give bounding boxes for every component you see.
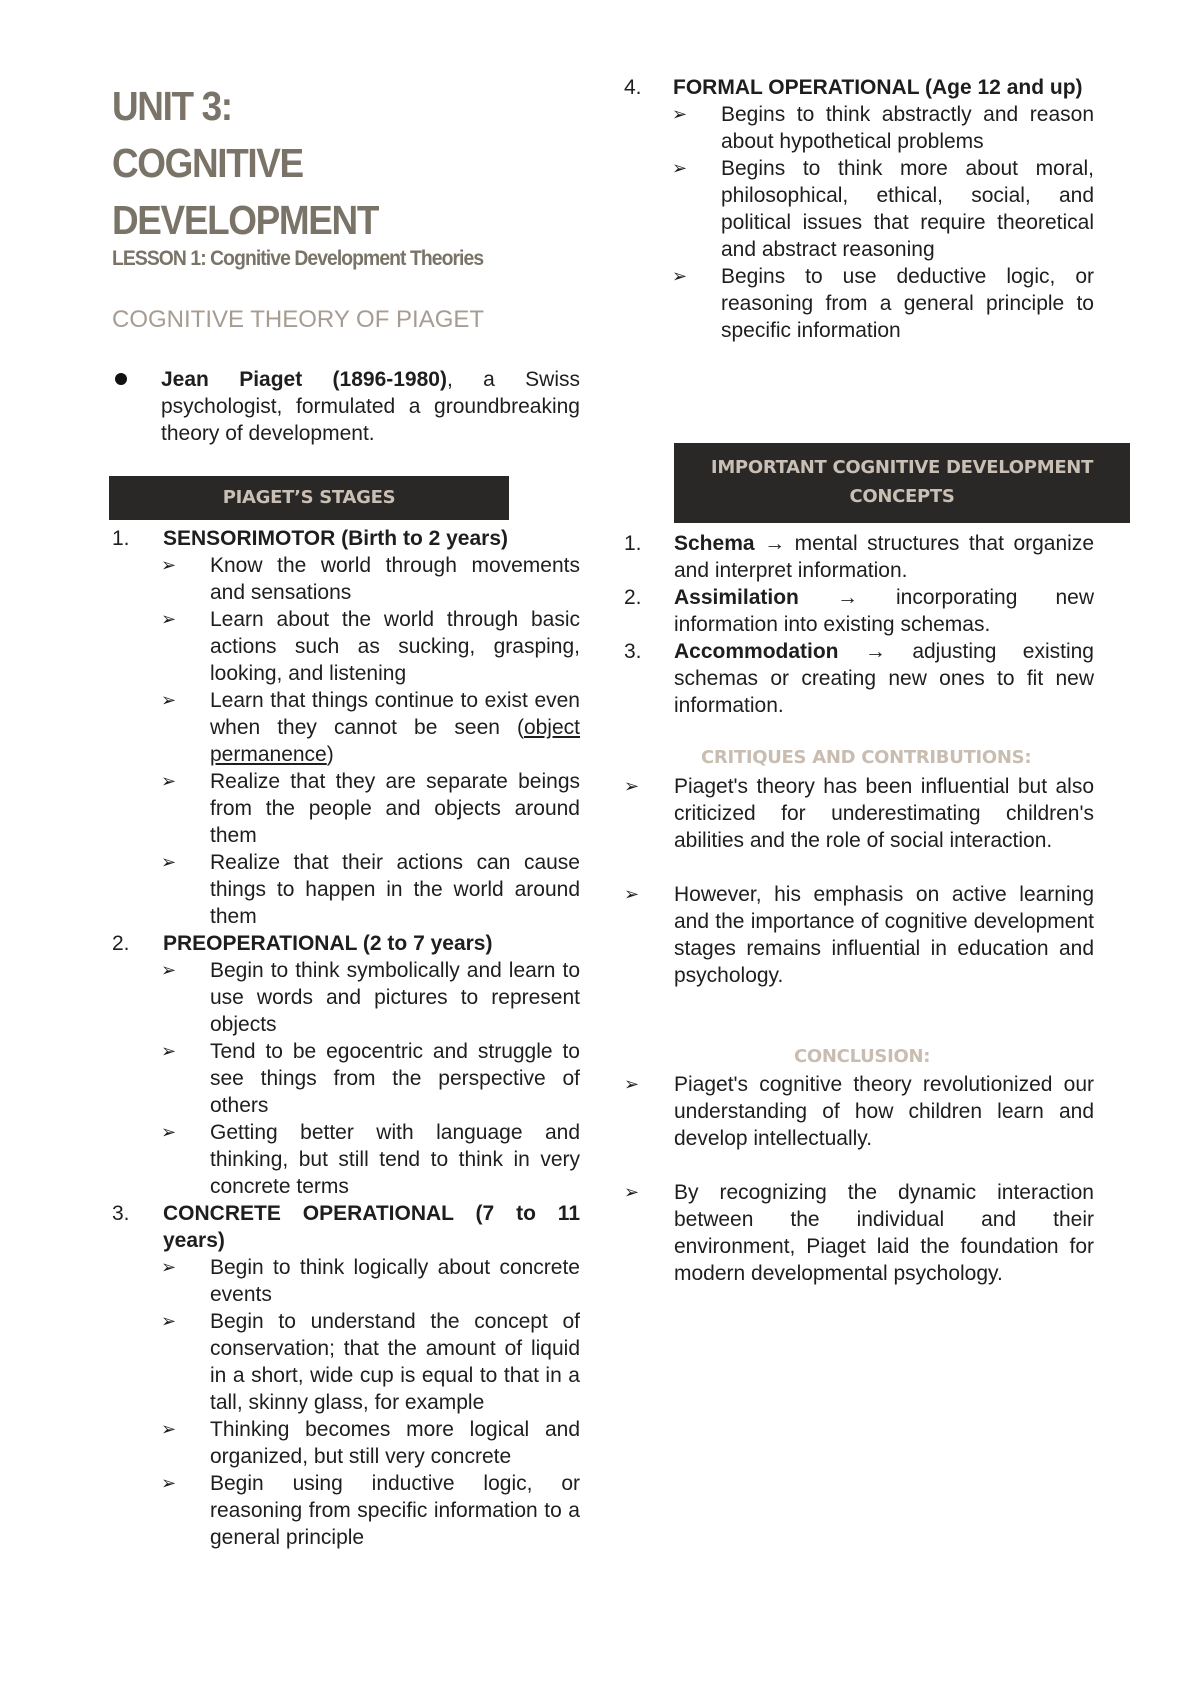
intro-text: , a Swiss psychologist, formulated a groundbreaking theory of development. (161, 368, 580, 445)
stages-list (112, 525, 580, 1551)
arrow-bullet-icon: ➢ (161, 852, 177, 872)
conclusion-item: ➢ By recognizing the dynamic interaction between the individual and their environment, Piaget laid the foundation for modern developmental psychology. (624, 1181, 1094, 1285)
intro-paragraph (112, 366, 580, 447)
object-permanence-term: object permanence (210, 716, 580, 766)
stage-title: PREOPERATIONAL (2 to 7 years) (163, 932, 493, 955)
unit-title-line: COGNITIVE (112, 140, 303, 186)
stage-title: FORMAL OPERATIONAL (Age 12 and up) (673, 76, 1083, 99)
concept-term: Assimilation (674, 586, 799, 609)
arrow-bullet-icon: ➢ (672, 158, 688, 178)
stage-number: 2. (112, 932, 130, 955)
stage-number: 1. (112, 527, 130, 550)
arrow-bullet-icon: ➢ (161, 1419, 177, 1439)
section-title: COGNITIVE THEORY OF PIAGET (112, 306, 485, 333)
arrow-bullet-icon: ➢ (161, 1473, 177, 1493)
concepts-banner-line: CONCEPTS (849, 486, 955, 507)
stage-title: SENSORIMOTOR (Birth to 2 years) (163, 527, 509, 550)
stage-bullet: ➢ Realize that they are separate beings from the people and objects around them (161, 770, 580, 847)
stage-bullet: ➢ Thinking becomes more logical and organized, but still very concrete (161, 1418, 580, 1468)
concept-item (624, 584, 1094, 638)
stage-bullet: ➢ Learn about the world through basic actions such as sucking, grasping, looking, and listening (161, 608, 580, 685)
stage-bullet: ➢ Begins to think more about moral, philosophical, ethical, social, and political issues that require theoretical and abstract reasoning (672, 157, 1094, 261)
concept-item (624, 638, 1094, 719)
stage-bullet: ➢ Begin to understand the concept of conservation; that the amount of liquid in a short, wide cup is equal to that in a tall, skinny glass, for example (161, 1310, 580, 1414)
critique-item: ➢ However, his emphasis on active learning and the importance of cognitive development stages remains influential in education and psychology. (624, 883, 1094, 987)
stage-item (624, 74, 1094, 101)
unit-title (112, 78, 535, 249)
concepts-list (624, 530, 1094, 719)
conclusion-item: ➢ Piaget's cognitive theory revolutionized our understanding of how children learn and develop intellectually. (624, 1073, 1094, 1150)
stages-banner: PIAGET’S STAGES (109, 476, 509, 520)
conclusion-list (624, 1071, 1094, 1287)
arrow-bullet-icon: ➢ (161, 690, 177, 710)
stage-bullet: ➢ Know the world through movements and sensations (161, 554, 580, 604)
concept-number: 1. (624, 532, 642, 555)
arrow-bullet-icon: ➢ (161, 555, 177, 575)
concept-definition: → incorporating new information into existing schemas. (674, 586, 1094, 636)
concepts-banner-line: IMPORTANT COGNITIVE DEVELOPMENT (710, 457, 1094, 478)
stage-number: 3. (112, 1202, 130, 1225)
conclusion-heading: CONCLUSION: (794, 1046, 931, 1067)
concept-definition: → mental structures that organize and interpret information. (674, 532, 1094, 582)
stage-item (112, 525, 580, 552)
critiques-list (624, 773, 1094, 989)
stage-bullet: ➢ Getting better with language and thinking, but still tend to think in very concrete terms (161, 1121, 580, 1198)
arrow-bullet-icon: ➢ (624, 884, 640, 904)
stage-title: CONCRETE OPERATIONAL (7 to 11 years) (163, 1202, 580, 1252)
arrow-bullet-icon: ➢ (161, 1122, 177, 1142)
unit-title-line: DEVELOPMENT (112, 197, 379, 243)
arrow-bullet-icon: ➢ (161, 1257, 177, 1277)
stage-4-list (624, 74, 1094, 344)
arrow-bullet-icon: ➢ (161, 609, 177, 629)
stage-item (112, 1200, 580, 1254)
arrow-bullet-icon: ➢ (161, 771, 177, 791)
lesson-title: LESSON 1: Cognitive Development Theories (112, 247, 484, 270)
stage-bullet: ➢ Begin using inductive logic, or reasoning from specific information to a general principle (161, 1472, 580, 1549)
stage-number: 4. (624, 76, 642, 99)
concept-term: Schema (674, 532, 755, 555)
unit-title-line: UNIT 3: (112, 83, 232, 129)
stage-item (112, 930, 580, 957)
stage-bullet: ➢ Begins to use deductive logic, or reasoning from a general principle to specific information (672, 265, 1094, 342)
concept-definition: → adjusting existing schemas or creating new ones to fit new information. (674, 640, 1094, 717)
arrow-bullet-icon: ➢ (624, 776, 640, 796)
concept-number: 3. (624, 640, 642, 663)
piaget-name: Jean Piaget (1896-1980) (161, 368, 447, 391)
concept-item (624, 530, 1094, 584)
arrow-bullet-icon: ➢ (161, 1041, 177, 1061)
arrow-bullet-icon: ➢ (624, 1074, 640, 1094)
arrow-bullet-icon: ➢ (161, 1311, 177, 1331)
concept-number: 2. (624, 586, 642, 609)
arrow-bullet-icon: ➢ (672, 104, 688, 124)
stage-bullet: ➢ Realize that their actions can cause things to happen in the world around them (161, 851, 580, 928)
critique-item: ➢ Piaget's theory has been influential but also criticized for underestimating children's abilities and the role of social interaction. (624, 775, 1094, 852)
stage-bullet: ➢ Begin to think logically about concrete events (161, 1256, 580, 1306)
stage-bullet: ➢ Begin to think symbolically and learn to use words and pictures to represent objects (161, 959, 580, 1036)
critiques-heading: CRITIQUES AND CONTRIBUTIONS: (701, 747, 1032, 768)
arrow-bullet-icon: ➢ (161, 960, 177, 980)
concept-term: Accommodation (674, 640, 839, 663)
stage-bullet: ➢ Learn that things continue to exist even when they cannot be seen (object permanence) (161, 689, 580, 766)
stage-bullet: ➢ Tend to be egocentric and struggle to see things from the perspective of others (161, 1040, 580, 1117)
bullet-dot-icon (115, 373, 127, 385)
arrow-bullet-icon: ➢ (672, 266, 688, 286)
concepts-banner (674, 443, 1130, 523)
stage-bullet: ➢ Begins to think abstractly and reason about hypothetical problems (672, 103, 1094, 153)
arrow-bullet-icon: ➢ (624, 1182, 640, 1202)
